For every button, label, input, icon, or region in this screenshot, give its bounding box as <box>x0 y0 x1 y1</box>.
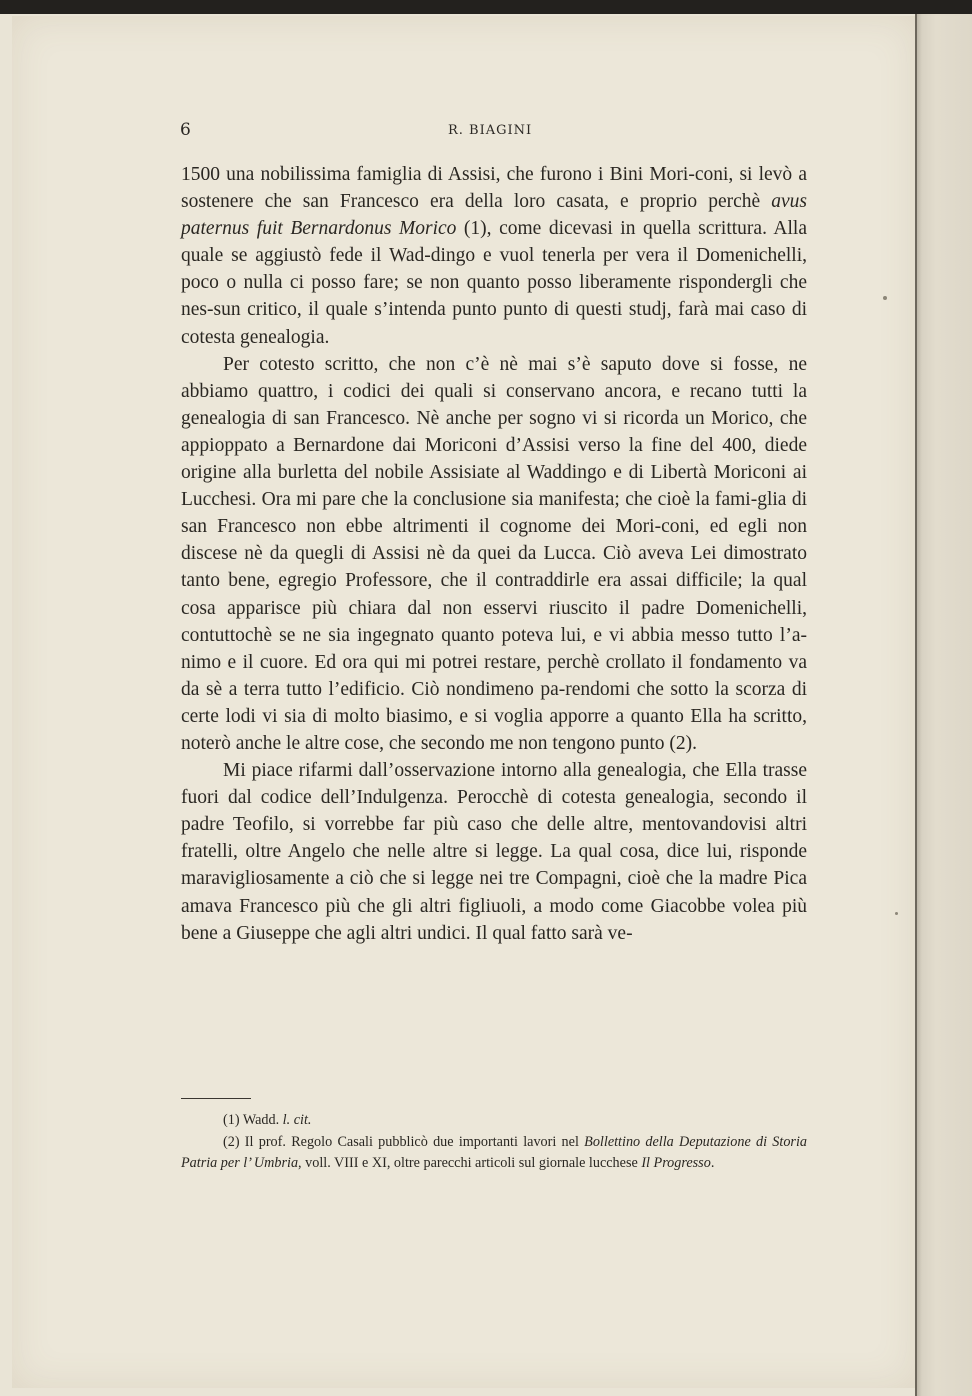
footnote-1-italic: l. cit. <box>282 1112 312 1128</box>
page-header <box>180 120 808 144</box>
facing-page-edge <box>916 14 972 1396</box>
footnote-1 <box>181 1110 807 1132</box>
footnotes <box>181 1110 807 1175</box>
footnote-2-italic-1: Bollettino della Deputazione di Storia Patria per l’ Umbria <box>181 1133 807 1171</box>
paragraph-1-italic: avus paternus fuit Bernardonus Morico <box>181 191 807 240</box>
paragraph-1-text-a: 1500 una nobilissima famiglia di Assisi, che furono i Bini Mori-coni, si levò a sostenere che san Francesco era della loro casata, e proprio perchè <box>181 164 807 213</box>
paragraph-3: Mi piace rifarmi dall’osservazione intorno alla genealogia, che Ella trasse fuori dal codice dell’Indulgenza. Perocchè di cotesta genealogia, secondo il padre Teofilo, si vorrebbe far più caso che delle altre, mentovandovisi altri fratelli, oltre Angelo che nelle altre si legge. La qual cosa, dice lui, risponde maravigliosamente a ciò che si legge nei tre Compagni, cioè che la madre Pica amava Francesco più che gli altri figliuoli, a modo come Giacobbe volea più bene a Giuseppe che agli altri undici. Il qual fatto sarà ve- <box>181 760 807 944</box>
book-spine <box>915 14 917 1396</box>
footnote-2-text-c: . <box>710 1155 715 1171</box>
footnote-2-text-b: , voll. VIII e XI, oltre parecchi articoli sul giornale lucchese <box>298 1155 642 1171</box>
paper-speck <box>895 912 898 915</box>
scan-top-border <box>0 0 972 14</box>
paragraph-2: Per cotesto scritto, che non c’è nè mai s’è saputo dove si fosse, ne abbiamo quattro, i codici dei quali si conservano ancora, e recano tutti la genealogia di san Francesco. Nè anche per sogno vi si ricorda un Morico, che appioppato a Bernardone dai Moriconi d’Assisi verso la fine del 400, diede origine alla burletta del nobile Assisiate al Waddingo e di Libertà Moriconi ai Lucchesi. Ora mi pare che la conclusione sia manifesta; che cioè la fami-glia di san Francesco non ebbe altrimenti il cognome dei Mori-coni, ed egli non discese nè da quegli di Assisi nè da quei da Lucca. Ciò aveva Lei dimostrato tanto bene, egregio Professore, che il contraddirle era assai difficile; la qual cosa apparisce più chiara dal non esservi riuscito il padre Domenichelli, contuttochè se ne sia ingegnato quanto poteva lui, e vi abbia messo tutto l’a-nimo e il cuore. Ed ora qui mi potrei restare, perchè crollato il fondamento va da sè a terra tutto l’edificio. Ciò nondimeno pa-rendomi che sotto la scorza di certe lodi vi sia di molto biasimo, e si voglia apporre a quanto Ella ha scritto, noterò anche le altre cose, che secondo me non tengono punto (2). <box>181 353 807 754</box>
body-text <box>181 161 807 947</box>
footnote-2-text-a: (2) Il prof. Regolo Casali pubblicò due importanti lavori nel <box>223 1133 585 1150</box>
footnote-2 <box>181 1132 807 1175</box>
paper-speck <box>883 296 887 300</box>
footnote-2-italic-2: Il Progresso <box>641 1155 711 1171</box>
footnote-1-text: (1) Wadd. <box>223 1112 283 1128</box>
footnote-rule <box>181 1098 251 1099</box>
paragraph-1 <box>181 161 807 351</box>
page-number: 6 <box>180 120 191 140</box>
running-head: R. BIAGINI <box>448 123 533 138</box>
paragraph-1-text-b: (1), come dicevasi in quella scrittura. Alla quale se aggiustò fede il Wad-dingo e vuol tenerla per vera il Domenichelli, poco o nulla ci posso fare; se non quanto posso liberamente rispondergli che nes-sun critico, il quale s’intenda punto punto di questi studj, farà mai caso di cotesta genealogia. <box>181 218 807 348</box>
